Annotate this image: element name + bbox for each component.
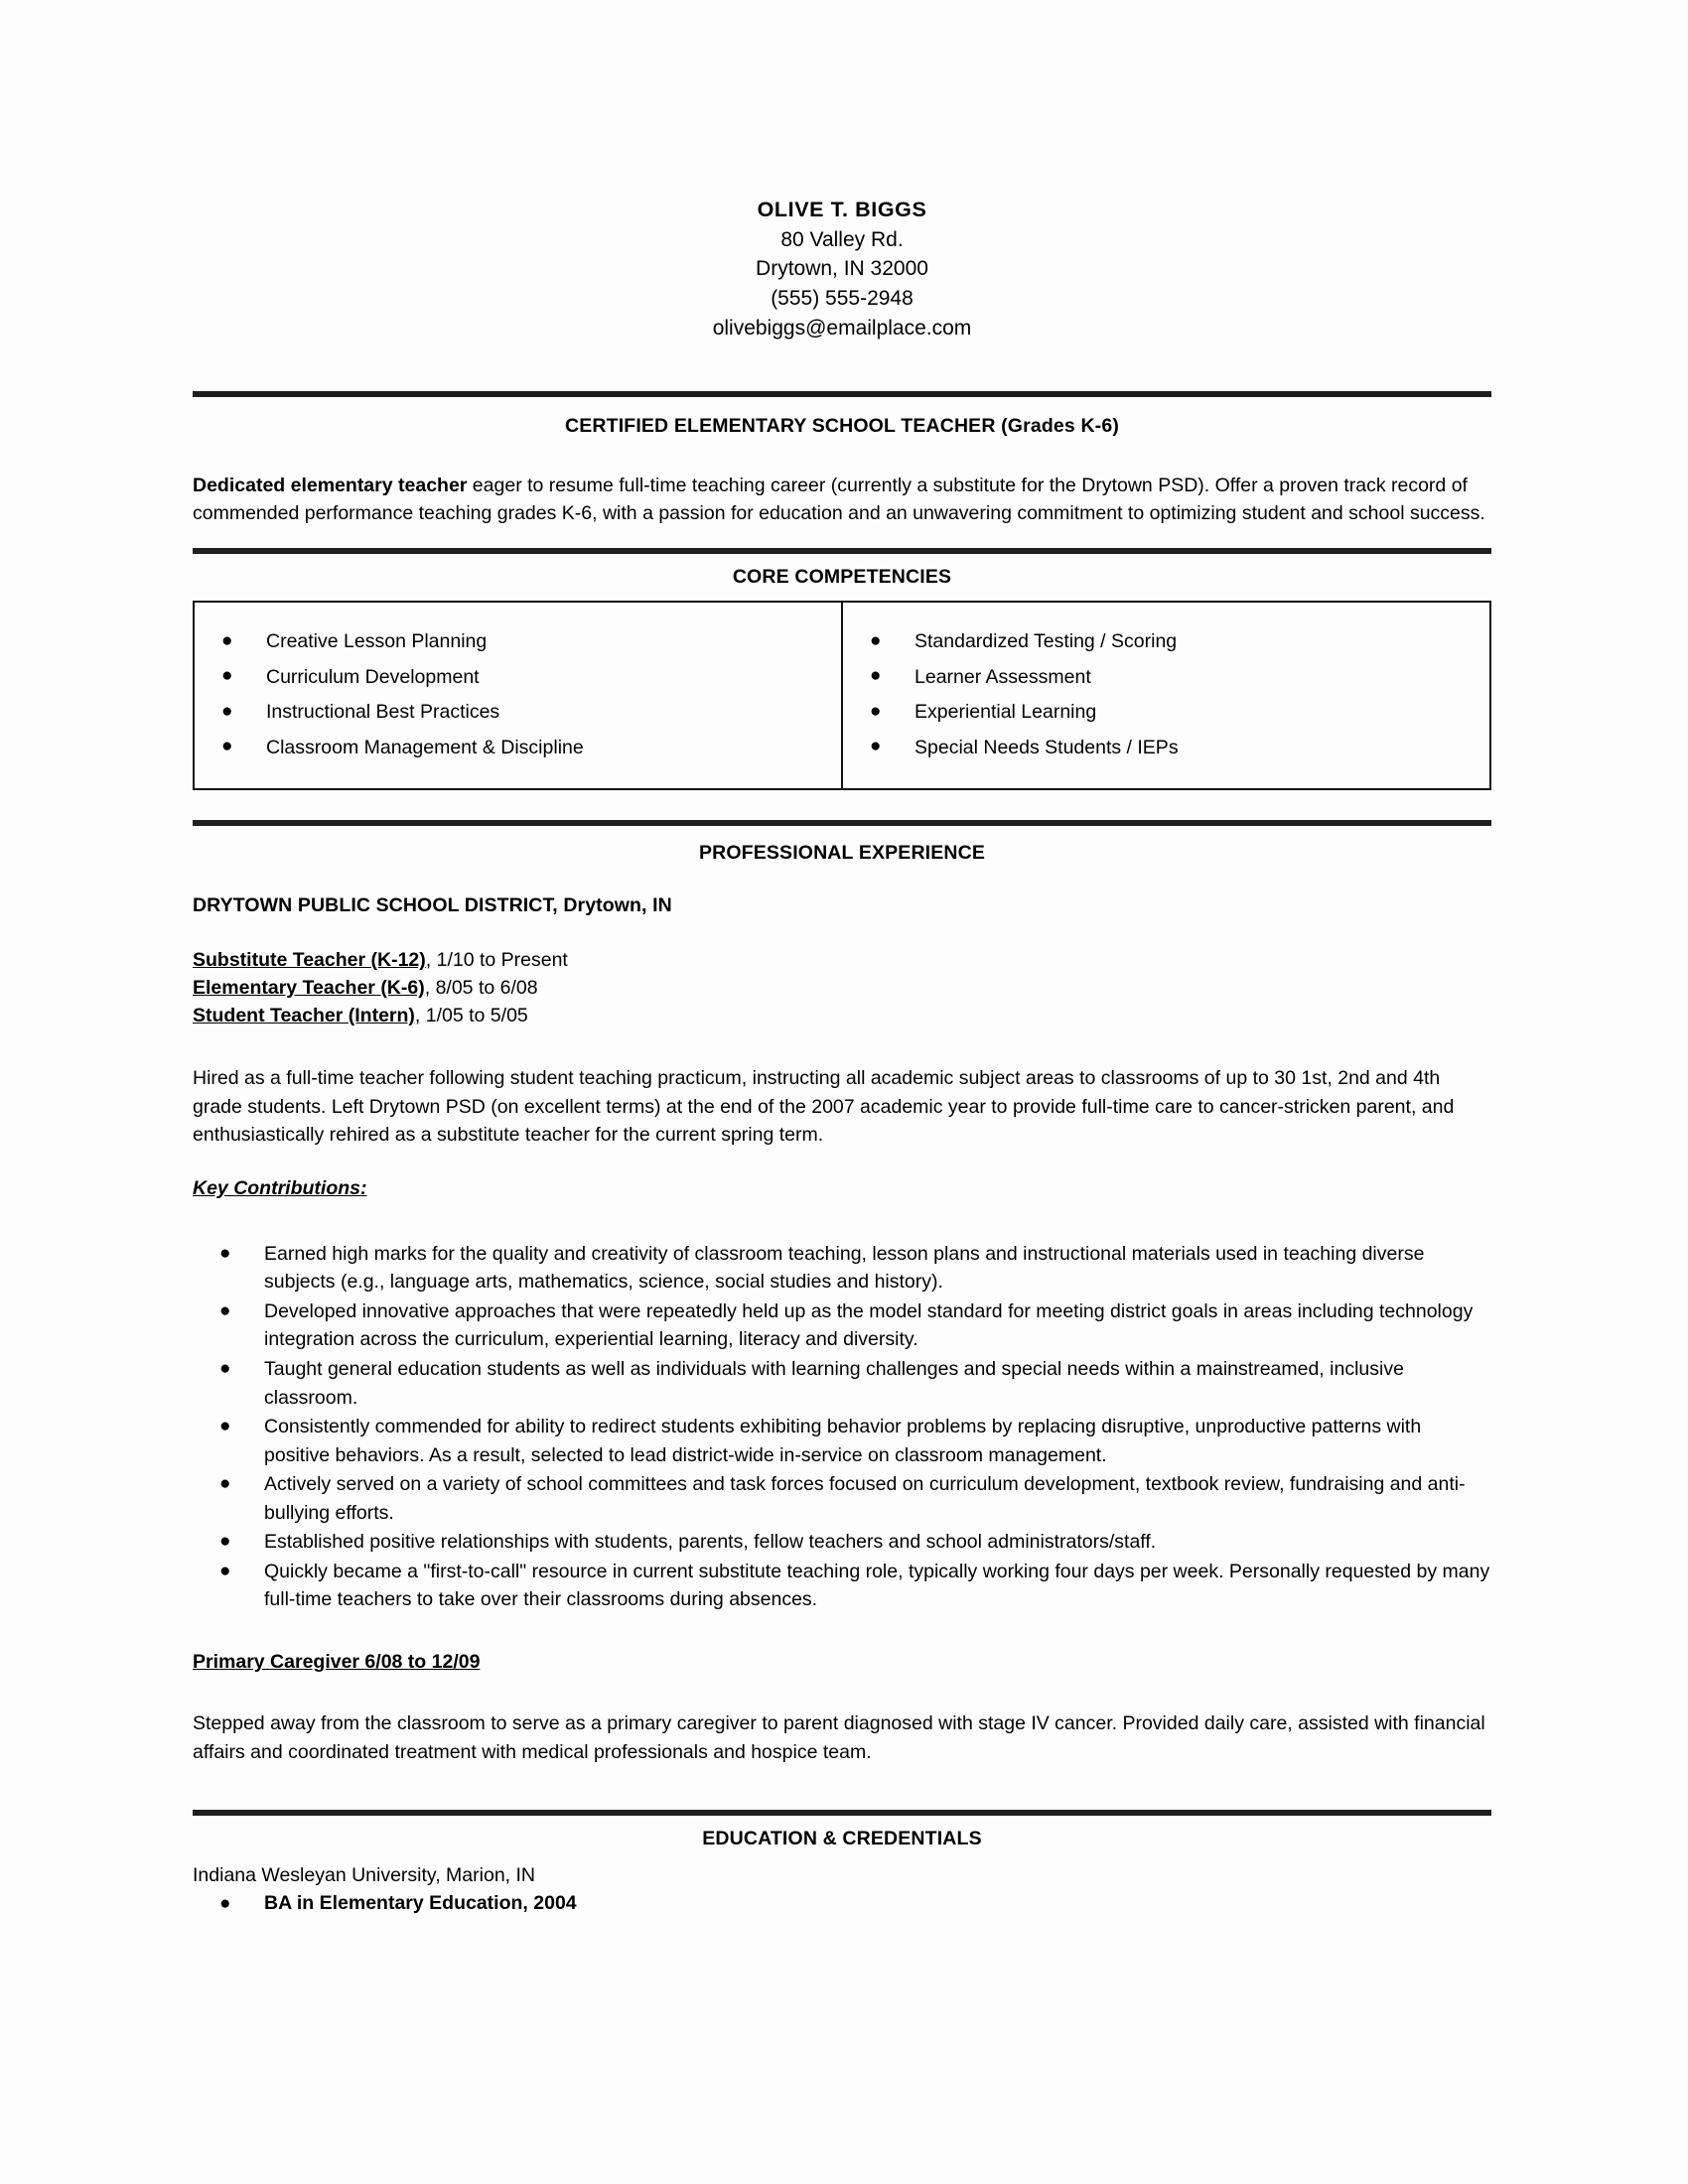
bullet-icon: ● bbox=[870, 629, 882, 651]
spacer bbox=[193, 1816, 1491, 1828]
list-item bbox=[195, 695, 841, 730]
role-entry bbox=[193, 1003, 1491, 1030]
contribution-text: Taught general education students as well as individuals with learning challenges and special needs within a mainstreamed, inclusive classroom. bbox=[264, 1357, 1404, 1409]
bullet-icon: ● bbox=[219, 1473, 231, 1495]
contact-street: 80 Valley Rd. bbox=[780, 227, 904, 251]
role-list bbox=[193, 947, 1491, 1030]
competency-label: Instructional Best Practices bbox=[266, 701, 500, 724]
key-contributions-label: Key Contributions: bbox=[193, 1176, 367, 1199]
resume-content bbox=[193, 0, 1491, 1918]
list-item bbox=[195, 659, 841, 694]
spacer bbox=[193, 1850, 1491, 1862]
competency-label: Standardized Testing / Scoring bbox=[914, 630, 1178, 653]
spacer bbox=[193, 865, 1491, 894]
contribution-text: Quickly became a "first-to-call" resource in current substitute teaching role, typically working four days per week. Personally requested by many full-time teachers to take over their classrooms during absences. bbox=[264, 1560, 1490, 1611]
list-item bbox=[193, 1413, 1491, 1469]
bullet-icon: ● bbox=[870, 665, 882, 687]
spacer bbox=[193, 1200, 1491, 1240]
contact-city-state-zip: Drytown, IN 32000 bbox=[756, 257, 928, 281]
contribution-text: Actively served on a variety of school committees and task forces focused on curriculum development, textbook review, fundraising and anti-bullying efforts. bbox=[264, 1473, 1466, 1524]
spacer bbox=[193, 554, 1491, 566]
core-competencies-table bbox=[193, 601, 1491, 791]
role-title: Student Teacher (Intern) bbox=[193, 1005, 415, 1027]
spacer bbox=[193, 826, 1491, 842]
key-contributions-heading bbox=[193, 1177, 1491, 1200]
contribution-text: Established positive relationships with students, parents, fellow teachers and school administrators/staff. bbox=[264, 1531, 1157, 1554]
employer-name: DRYTOWN PUBLIC SCHOOL DISTRICT, Drytown, IN bbox=[193, 894, 672, 917]
spacer bbox=[193, 1766, 1491, 1810]
caregiver-heading: Primary Caregiver 6/08 to 12/09 bbox=[193, 1651, 481, 1674]
list-item bbox=[193, 1528, 1491, 1557]
education-degree-list bbox=[193, 1890, 1491, 1918]
list-item bbox=[193, 1297, 1491, 1354]
spacer bbox=[193, 438, 1491, 472]
competencies-left-list bbox=[195, 603, 841, 789]
role-title: Elementary Teacher (K-6) bbox=[193, 977, 425, 1000]
competency-label: Classroom Management & Discipline bbox=[266, 736, 584, 758]
competency-label: Special Needs Students / IEPs bbox=[914, 736, 1179, 758]
list-item bbox=[843, 624, 1489, 659]
contact-phone: (555) 555-2948 bbox=[771, 287, 914, 311]
role-dates: , 1/05 to 5/05 bbox=[414, 1005, 528, 1027]
summary-lead: Dedicated elementary teacher bbox=[193, 474, 468, 496]
competency-label: Learner Assessment bbox=[914, 665, 1091, 688]
contribution-text: Earned high marks for the quality and creativity of classroom teaching, lesson plans and instructional materials used in teaching diverse subjects (e.g., language arts, mathematics, science, social studies and history). bbox=[264, 1242, 1425, 1294]
bullet-icon: ● bbox=[219, 1560, 231, 1581]
table-row bbox=[194, 602, 1490, 790]
role-entry bbox=[193, 975, 1491, 1003]
contribution-text: Consistently commended for ability to redirect students exhibiting behavior problems by replacing disruptive, unproductive patterns with positive behaviors. As a result, selected to lead district-wide in-service on classroom management. bbox=[264, 1416, 1422, 1466]
list-item bbox=[843, 659, 1489, 694]
headline-title: CERTIFIED ELEMENTARY SCHOOL TEACHER (Grades K-6) bbox=[565, 414, 1119, 437]
education-school: Indiana Wesleyan University, Marion, IN bbox=[193, 1864, 536, 1887]
list-item bbox=[193, 1470, 1491, 1527]
role-dates: , 8/05 to 6/08 bbox=[424, 977, 538, 1000]
list-item bbox=[193, 1558, 1491, 1614]
bullet-icon: ● bbox=[221, 629, 233, 651]
education-section-title: EDUCATION & CREDENTIALS bbox=[702, 1828, 982, 1850]
bullet-icon: ● bbox=[219, 1242, 231, 1264]
contact-email: olivebiggs@emailplace.com bbox=[712, 316, 972, 340]
role-entry bbox=[193, 947, 1491, 975]
list-item bbox=[195, 624, 841, 659]
experience-description: Hired as a full-time teacher following student teaching practicum, instructing all academic subject areas to classrooms of up to 30 1st, 2nd and 4th grade students. Left Drytown PSD (on excellent terms) at the end of the 2007 academic year to provide full-time care to cancer-stricken parent, and enthusiastically rehired as a substitute teacher for the current spring term. bbox=[193, 1067, 1455, 1147]
role-dates: , 1/10 to Present bbox=[425, 949, 568, 972]
bullet-icon: ● bbox=[219, 1299, 231, 1321]
list-item bbox=[193, 1890, 1491, 1918]
key-contributions-list bbox=[193, 1240, 1491, 1614]
spacer bbox=[193, 1030, 1491, 1064]
bullet-icon: ● bbox=[221, 700, 233, 722]
bullet-icon: ● bbox=[221, 736, 233, 757]
spacer bbox=[193, 343, 1491, 391]
spacer bbox=[193, 589, 1491, 601]
list-item bbox=[193, 1355, 1491, 1412]
list-item bbox=[843, 730, 1489, 764]
experience-section-title: PROFESSIONAL EXPERIENCE bbox=[698, 842, 986, 865]
bullet-icon: ● bbox=[219, 1893, 231, 1915]
competencies-left-cell bbox=[194, 602, 842, 790]
bullet-icon: ● bbox=[870, 700, 882, 722]
spacer bbox=[193, 1615, 1491, 1651]
summary-paragraph bbox=[193, 472, 1491, 528]
spacer bbox=[193, 790, 1491, 820]
spacer bbox=[193, 1674, 1491, 1709]
list-item bbox=[193, 1240, 1491, 1297]
competencies-right-list bbox=[843, 603, 1489, 789]
competencies-section-title: CORE COMPETENCIES bbox=[732, 565, 952, 588]
contribution-text: Developed innovative approaches that were repeatedly held up as the model standard for meeting district goals in areas including technology integration across the curriculum, experiential learning, literacy and diversity. bbox=[264, 1299, 1474, 1351]
competency-label: Experiential Learning bbox=[914, 701, 1097, 724]
spacer bbox=[193, 397, 1491, 415]
bullet-icon: ● bbox=[219, 1416, 231, 1437]
bullet-icon: ● bbox=[870, 736, 882, 757]
summary-rest: eager to resume full-time teaching career (currently a substitute for the Drytown PSD). Offer a proven track record of commended performance teaching grades K-6, with a passion for education and an unwavering commitment to optimizing student and school success. bbox=[193, 474, 1485, 525]
bullet-icon: ● bbox=[219, 1357, 231, 1379]
spacer bbox=[193, 917, 1491, 947]
bullet-icon: ● bbox=[221, 665, 233, 687]
competency-label: Creative Lesson Planning bbox=[266, 630, 488, 653]
spacer bbox=[193, 1150, 1491, 1177]
role-title: Substitute Teacher (K-12) bbox=[193, 949, 426, 972]
resume-header bbox=[193, 0, 1491, 343]
caregiver-heading-wrap bbox=[193, 1651, 1491, 1674]
caregiver-description: Stepped away from the classroom to serve as a primary caregiver to parent diagnosed with stage IV cancer. Provided daily care, assisted with financial affairs and coordinated treatment with medical professionals and hospice team. bbox=[193, 1712, 1485, 1763]
competency-label: Curriculum Development bbox=[266, 665, 480, 688]
list-item bbox=[843, 695, 1489, 730]
spacer bbox=[193, 528, 1491, 548]
candidate-name: OLIVE T. BIGGS bbox=[757, 198, 927, 221]
list-item bbox=[195, 730, 841, 764]
competencies-right-cell bbox=[842, 602, 1490, 790]
degree-text: BA in Elementary Education, 2004 bbox=[264, 1892, 577, 1915]
bullet-icon: ● bbox=[219, 1531, 231, 1553]
